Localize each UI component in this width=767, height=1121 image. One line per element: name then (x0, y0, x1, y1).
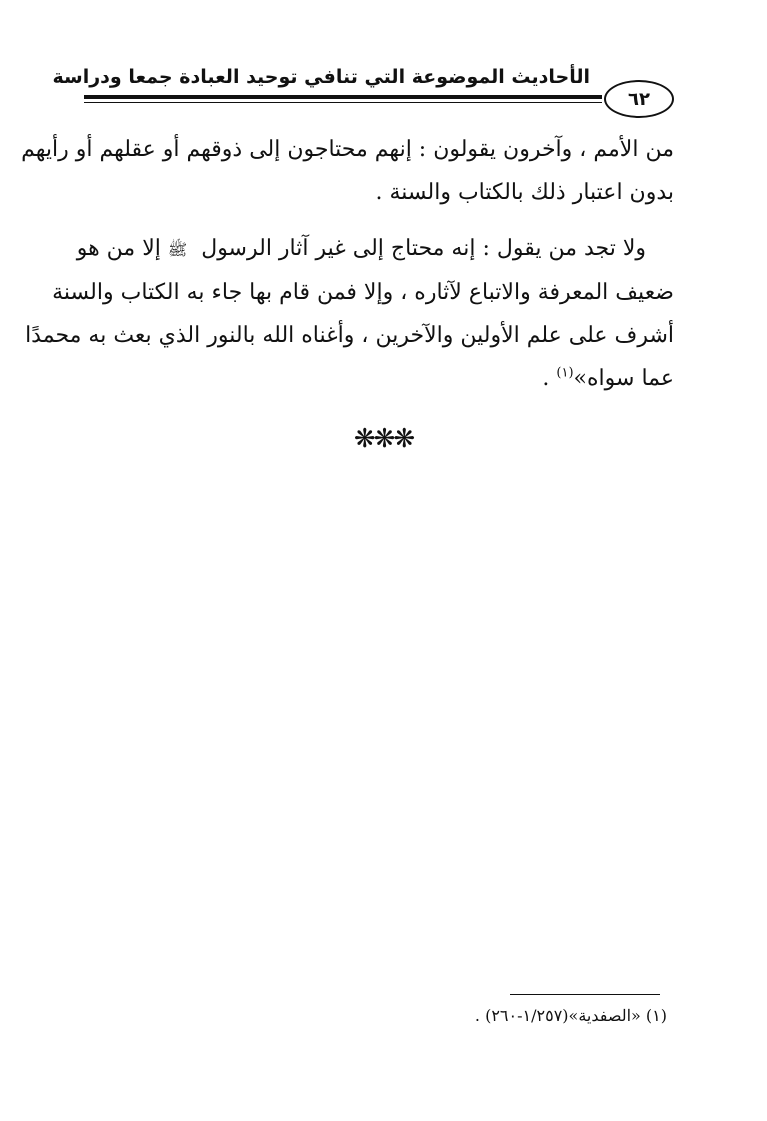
honorific-symbol: ﷺ (167, 240, 188, 259)
text-line (84, 357, 674, 400)
footnote-1: (١) «الصفدية»(١/٢٥٧-٢٦٠) . (474, 1006, 667, 1025)
running-title: الأحاديث الموضوعة التي تنافي توحيد العبادة جمعا ودراسة (52, 66, 590, 88)
header-rule-thin (84, 102, 602, 103)
paragraph-1 (21, 128, 674, 214)
text-line: بدون اعتبار ذلك بالكتاب والسنة . (375, 180, 674, 205)
text-line: ​ ولا تجد من يقول : إنه محتاج إلى غير آثار الرسول ﷺ إلا من هو (76, 236, 674, 261)
text-line: أشرف على علم الأولين والآخرين ، وأغناه الله بالنور الذي بعث به محمدًا (25, 323, 674, 348)
main-text (21, 128, 674, 400)
section-separator: ❋❋❋ (353, 424, 414, 454)
footnote-reference[interactable]: (١) (556, 365, 574, 381)
page-number: ٦٢ (604, 80, 674, 118)
text-fragment: ولا تجد من يقول : إنه محتاج إلى غير آثار الرسول (201, 236, 647, 261)
page-header (52, 58, 674, 110)
text-fragment: إلا من هو (76, 236, 161, 261)
paragraph-2 (25, 227, 674, 400)
text-line: من الأمم ، وآخرون يقولون : إنهم محتاجون إلى ذوقهم أو عقلهم أو رأيهم (21, 137, 674, 162)
text-fragment: . (542, 366, 557, 391)
footnote-rule (510, 994, 660, 995)
text-fragment: عما سواه» (573, 366, 674, 391)
text-line: ضعيف المعرفة والاتباع لآثاره ، وإلا فمن قام بها جاء به الكتاب والسنة (52, 280, 674, 305)
header-rule-thick (84, 95, 602, 99)
